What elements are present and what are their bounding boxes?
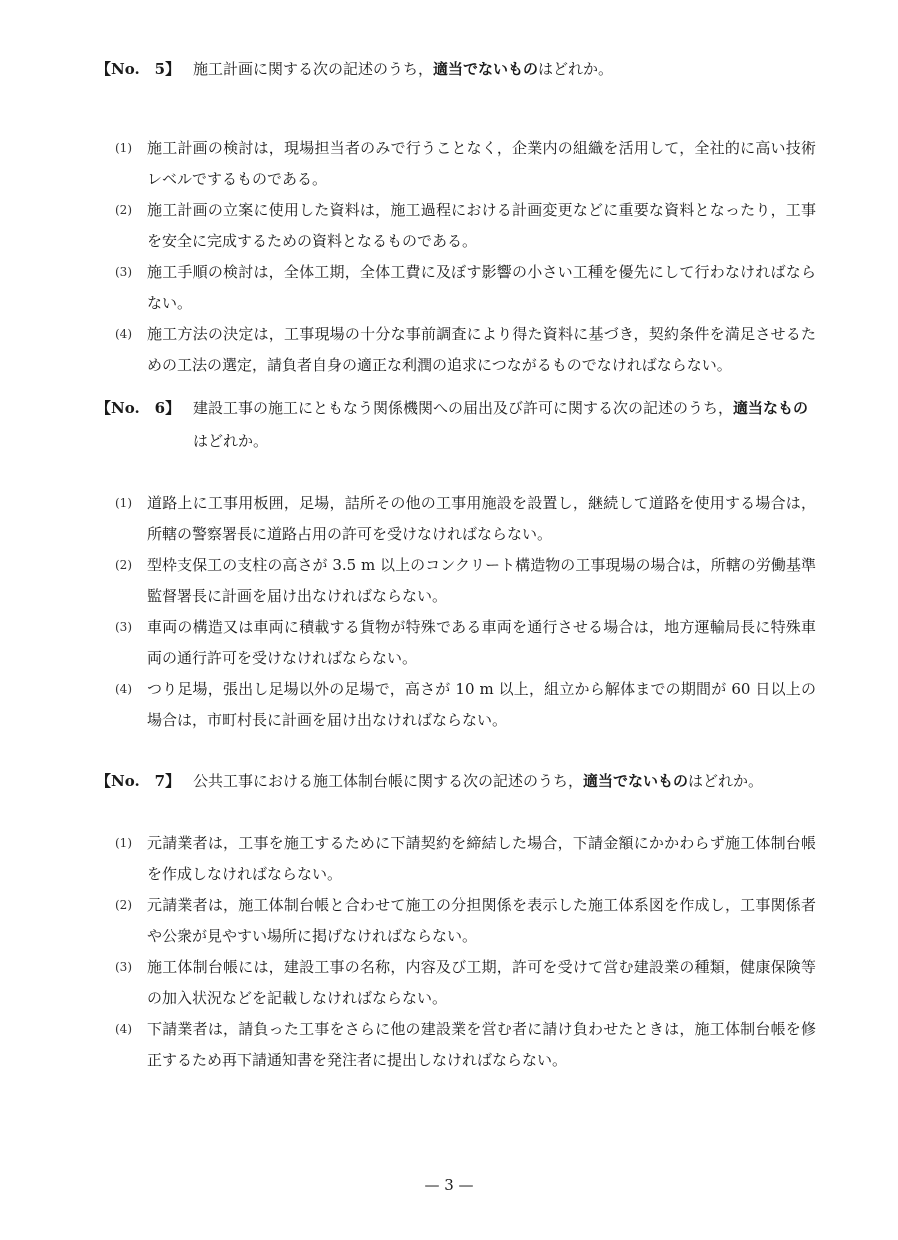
option-3 [96,952,816,1014]
option-3 [96,612,816,674]
question-text-after: はどれか。 [538,60,614,78]
option-list [96,828,816,1076]
question-text-before: 建設工事の施工にともなう関係機関への届出及び許可に関する次の記述のうち， [193,399,734,417]
question-text-after: はどれか。 [193,432,269,450]
option-number: (1) [115,496,132,510]
option-2 [96,195,816,257]
option-text: 施工方法の決定は，工事現場の十分な事前調査により得た資料に基づき，契約条件を満足させるための工法の選定，請負者自身の適正な利潤の追求につながるものでなければならない。 [147,325,816,374]
question-number: 【No. 5】 [96,60,181,78]
question-6 [96,392,816,736]
question-header [96,392,816,458]
question-5 [96,53,816,381]
option-number: (1) [115,836,132,850]
option-text: 施工計画の検討は，現場担当者のみで行うことなく，企業内の組織を活用して，全社的に高い技術レベルでするものである。 [147,139,816,188]
option-text: 施工計画の立案に使用した資料は，施工過程における計画変更などに重要な資料となったり，工事を安全に完成するための資料となるものである。 [147,201,816,250]
question-text-emphasis: 適当でないもの [583,772,689,790]
question-text-before: 公共工事における施工体制台帳に関する次の記述のうち， [193,772,584,790]
option-number: (3) [115,620,132,634]
option-3 [96,257,816,319]
option-list [96,488,816,736]
question-header [96,765,816,798]
question-text [193,53,816,86]
option-text: 元請業者は，施工体制台帳と合わせて施工の分担関係を表示した施工体系図を作成し，工事関係者や公衆が見やすい場所に掲げなければならない。 [147,896,816,945]
option-number: (4) [115,327,132,341]
option-number: (2) [115,898,132,912]
option-number: (1) [115,141,132,155]
question-7 [96,765,816,1076]
option-2 [96,550,816,612]
option-text: つり足場，張出し足場以外の足場で，高さが 10 m 以上，組立から解体までの期間が 60 日以上の場合は，市町村長に計画を届け出なければならない。 [147,680,816,729]
option-text: 車両の構造又は車両に積載する貨物が特殊である車両を通行させる場合は，地方運輸局長に特殊車両の通行許可を受けなければならない。 [147,618,816,667]
question-text-emphasis: 適当なもの [733,399,809,417]
question-text-emphasis: 適当でないもの [433,60,539,78]
option-text: 下請業者は，請負った工事をさらに他の建設業を営む者に請け負わせたときは，施工体制台帳を修正するため再下請通知書を発注者に提出しなければならない。 [147,1020,816,1069]
option-number: (4) [115,682,132,696]
option-4 [96,1014,816,1076]
question-header [96,53,816,86]
page-number: — 3 — [424,1176,474,1194]
question-text [193,392,816,458]
question-number: 【No. 7】 [96,772,181,790]
question-text-after: はどれか。 [688,772,764,790]
option-4 [96,319,816,381]
option-number: (3) [115,265,132,279]
question-text [193,765,816,798]
option-number: (2) [115,203,132,217]
option-text: 施工手順の検討は，全体工期，全体工費に及ぼす影響の小さい工種を優先にして行わなければならない。 [147,263,816,312]
option-number: (2) [115,558,132,572]
option-1 [96,133,816,195]
question-text-before: 施工計画に関する次の記述のうち， [193,60,434,78]
option-1 [96,488,816,550]
option-2 [96,890,816,952]
option-text: 元請業者は，工事を施工するために下請契約を締結した場合，下請金額にかかわらず施工体制台帳を作成しなければならない。 [147,834,816,883]
option-text: 道路上に工事用板囲，足場，詰所その他の工事用施設を設置し，継続して道路を使用する場合は，所轄の警察署長に道路占用の許可を受けなければならない。 [147,494,816,543]
option-number: (3) [115,960,132,974]
option-text: 型枠支保工の支柱の高さが 3.5 m 以上のコンクリート構造物の工事現場の場合は，所轄の労働基準監督署長に計画を届け出なければならない。 [147,556,816,605]
option-number: (4) [115,1022,132,1036]
option-1 [96,828,816,890]
option-4 [96,674,816,736]
question-number: 【No. 6】 [96,399,181,417]
option-list [96,133,816,381]
option-text: 施工体制台帳には，建設工事の名称，内容及び工期，許可を受けて営む建設業の種類，健康保険等の加入状況などを記載しなければならない。 [147,958,816,1007]
